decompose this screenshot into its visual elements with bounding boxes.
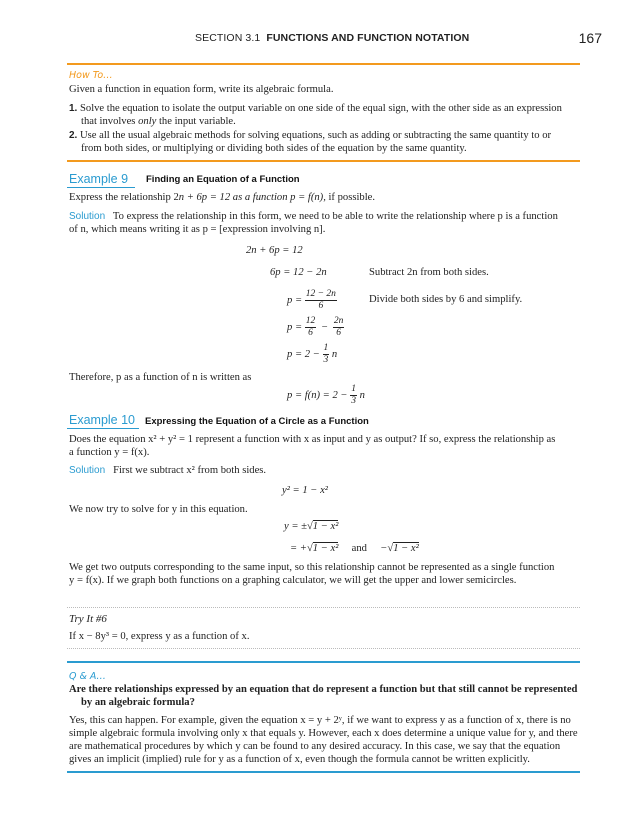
fraction: $\frac{1}{3}$: [351, 383, 356, 406]
howto-step-2: 2. Use all the usual algebraic methods for solving equations, such as adding or subtracting the same quantity to or: [69, 130, 552, 141]
howto-title: How To…: [69, 70, 113, 81]
example-10-label: Example 10: [69, 413, 136, 427]
qa-question: Are there relationships expressed by an equation that do represent a function but that still cannot be represented: [69, 684, 578, 695]
example-9-solution-cont: of n, which means writing it as p = [expression involving n].: [69, 224, 326, 235]
tryit-text: If x − 8y³ = 0, express y as a function of x.: [69, 631, 250, 642]
howto-step-2-cont: from both sides, or multiplying or dividing both sides of the equation by the same quantity.: [81, 143, 467, 154]
qa-question-cont: by an algebraic formula?: [81, 697, 195, 708]
fraction: $\frac{12}{6}$: [305, 315, 316, 338]
ex9-eq4: p = $\frac{12}{6}$ − $\frac{2n}{6}$: [287, 315, 344, 338]
howto-step-1-cont: that involves only the input variable.: [81, 116, 236, 127]
qa-answer-line-2: simple algebraic formula involving only x that equals y. However, each x does determine a unique value for y, and there: [69, 728, 578, 739]
ex9-eq2: 6p = 12 − 2n: [270, 267, 327, 278]
qa-answer-line-4: gives an implicit (implied) rule for y as a function of x, even though the formula cannot be written explicitly.: [69, 754, 530, 765]
ex9-therefore: Therefore, p as a function of n is written as: [69, 372, 252, 383]
howto-top-rule: [67, 63, 580, 65]
tryit-title: Try It #6: [69, 613, 107, 625]
ex10-conclusion: We get two outputs corresponding to the same input, so this relationship cannot be represented as a single function: [69, 562, 555, 573]
sqrt-icon: √: [306, 543, 313, 554]
page-header: [0, 30, 630, 50]
example-10-prompt-cont: a function y = f(x).: [69, 447, 150, 458]
qa-answer-line-3: are mathematical procedures by which y can be found to any desired accuracy. In this case, we say that the equation: [69, 741, 561, 752]
ex10-eq2: y = ±√1 − x²: [284, 521, 339, 532]
ex10-eq3: = +√1 − x² and −√1 − x²: [290, 543, 419, 554]
fraction: $\frac{1}{3}$: [323, 342, 329, 365]
howto-intro: Given a function in equation form, write its algebraic formula.: [69, 84, 334, 95]
ex9-eq5: p = 2 − $\frac{1}{3}$ n: [287, 342, 338, 365]
fraction: $\frac{2n}{6}$: [333, 315, 344, 338]
tryit-top-rule: [67, 607, 580, 608]
ex9-final: p = f(n) = 2 − $\frac{1}{3}$ n: [287, 383, 365, 406]
example-9-prompt: Express the relationship 2n + 6p = 12 as a function p = f(n), if possible.: [69, 192, 375, 203]
sqrt-icon: √: [387, 543, 394, 554]
page-number: 167: [578, 30, 602, 46]
running-head: SECTION 3.1 FUNCTIONS AND FUNCTION NOTATION: [195, 32, 470, 44]
ex9-eq3: p = $\frac{12 - 2n}{6}$: [287, 288, 336, 311]
ex10-now-try: We now try to solve for y in this equation.: [69, 504, 248, 515]
example-10-solution: Solution First we subtract x² from both sides.: [69, 465, 267, 476]
example-10-prompt: Does the equation x² + y² = 1 represent a function with x as input and y as output? If so, express the relationship as: [69, 434, 556, 445]
example-9-label: Example 9: [69, 172, 129, 186]
ex9-eq2-note: Subtract 2n from both sides.: [369, 267, 489, 278]
ex9-eq3-note: Divide both sides by 6 and simplify.: [369, 294, 523, 305]
ex10-eq1: y² = 1 − x²: [282, 485, 328, 496]
qa-top-rule: [67, 661, 580, 663]
example-9-title: Finding an Equation of a Function: [146, 174, 300, 185]
qa-bottom-rule: [67, 771, 580, 773]
howto-step-1: 1. Solve the equation to isolate the output variable on one side of the equal sign, with the other side as an expression: [69, 103, 562, 114]
section-title: FUNCTIONS AND FUNCTION NOTATION: [266, 32, 470, 44]
example-9-underline: [67, 187, 135, 188]
sqrt-icon: √: [306, 521, 313, 532]
ex9-eq1: 2n + 6p = 12: [246, 245, 303, 256]
example-10-title: Expressing the Equation of a Circle as a Function: [145, 416, 369, 427]
example-9-solution: Solution To express the relationship in this form, we need to be able to write the relationship where p is a function: [69, 211, 558, 222]
qa-title: Q & A…: [69, 671, 106, 682]
qa-answer-line-1: Yes, this can happen. For example, given the equation x = y + 2ʸ, if we want to express y as a function of x, there is no: [69, 715, 571, 726]
example-10-underline: [67, 428, 139, 429]
tryit-bottom-rule: [67, 648, 580, 649]
ex10-conclusion-cont: y = f(x). If we graph both functions on a graphing calculator, we will get the upper and lower semicircles.: [69, 575, 517, 586]
howto-bottom-rule: [67, 160, 580, 162]
fraction: $\frac{12 - 2n}{6}$: [305, 288, 336, 311]
